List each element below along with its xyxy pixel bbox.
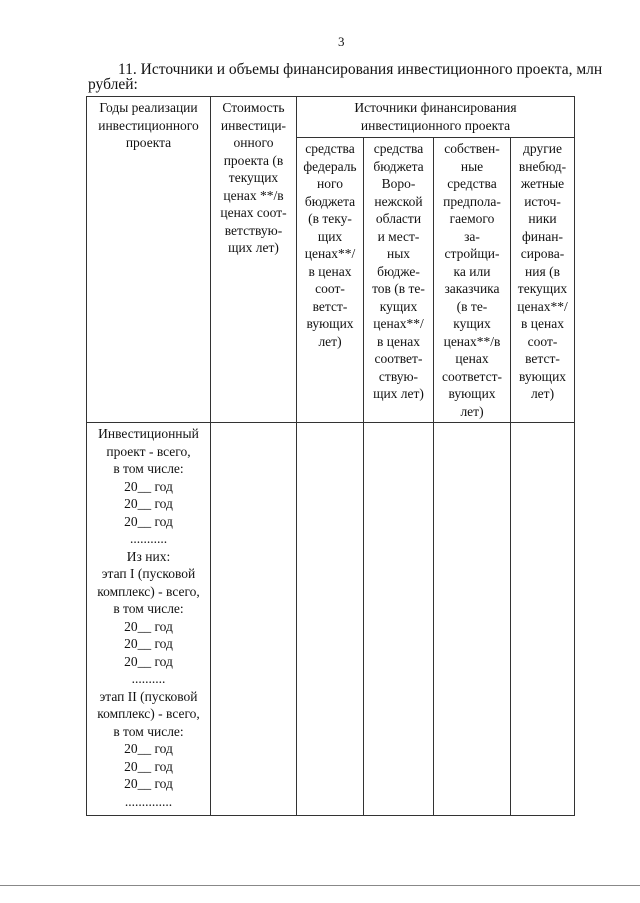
- table-header-row-1: [87, 97, 575, 138]
- cell-cost: [211, 423, 297, 816]
- heading-line-1: 11. Источники и объемы финансирования инвестиционного проекта, млн: [118, 61, 603, 78]
- header-cost: Стоимость инвестици- онного проекта (в текущих ценах **/в ценах соот- ветствую- щих лет): [211, 97, 297, 423]
- page-bottom-rule: [0, 885, 640, 886]
- table-row: [87, 423, 575, 816]
- header-years: Годы реализации инвестиционного проекта: [87, 97, 211, 423]
- financing-table: [86, 96, 575, 816]
- page-number: 3: [338, 34, 345, 49]
- row-labels-cell: Инвестиционный проект - всего, в том числе: 20__ год 20__ год 20__ год ........... Из них: этап I (пусковой комплекс) - всего, в том числе: 20__ год 20__ год 20__ год .......... этап II (пусковой комплекс) - всего, в том числе: 20__ год 20__ год 20__ год ..............: [87, 423, 211, 816]
- header-source-other: другие внебюд- жетные источ- ники финан- сирова- ния (в текущих ценах**/ в ценах соот- ветст- вующих лет): [511, 138, 575, 423]
- cell-federal: [297, 423, 364, 816]
- header-sources-group: Источники финансирования инвестиционного проекта: [297, 97, 575, 138]
- header-source-regional: средства бюджета Воро- нежской области и мест- ных бюдже- тов (в те- кущих ценах**/ в ценах соответ- ствую- щих лет): [364, 138, 434, 423]
- section-heading: [88, 61, 603, 93]
- cell-other: [511, 423, 575, 816]
- cell-regional: [364, 423, 434, 816]
- cell-own: [434, 423, 511, 816]
- header-source-federal: средства федераль ного бюджета (в теку- щих ценах**/ в ценах соот- ветст- вующих лет): [297, 138, 364, 423]
- header-source-own: собствен- ные средства предпола- гаемого за- стройщи- ка или заказчика (в те- кущих ценах**/в ценах соответст- вующих лет): [434, 138, 511, 423]
- heading-line-2: рублей:: [88, 76, 138, 93]
